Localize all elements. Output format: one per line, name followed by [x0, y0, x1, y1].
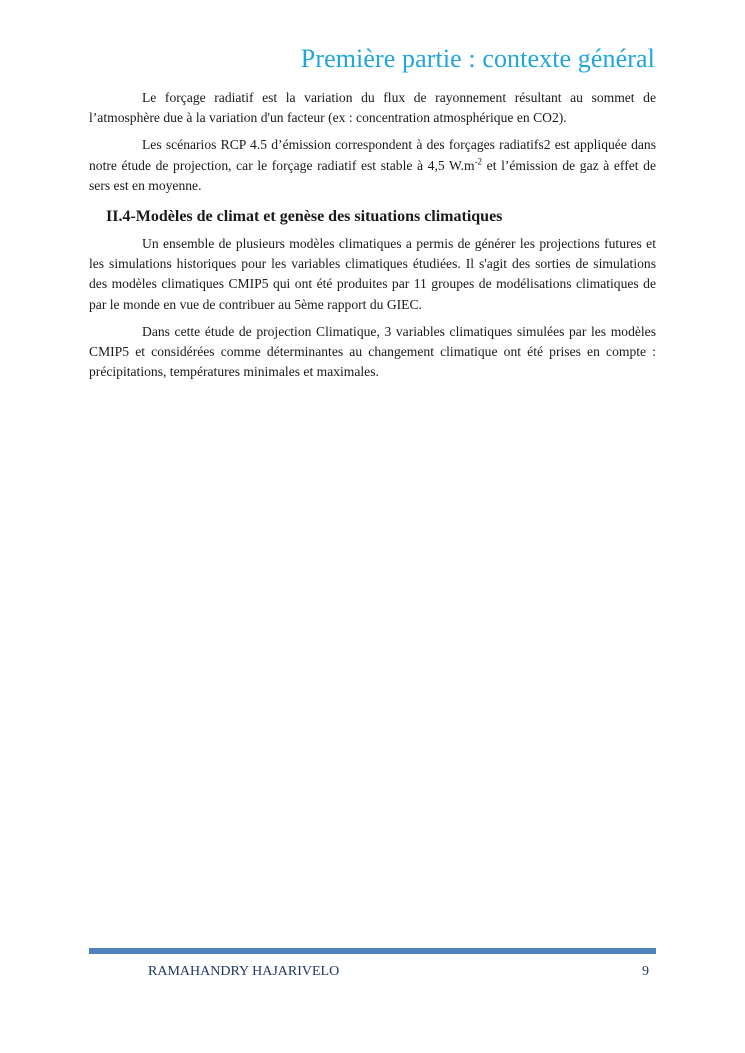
footer-author: RAMAHANDRY HAJARIVELO [148, 964, 340, 979]
page-header-title: Première partie : contexte général [300, 44, 655, 73]
paragraph-rcp-text-start: Les scénarios RCP 4.5 d’émission correspondent à des forçages radiatifs2 est appliquée dans notre étude de projection, car le forçage radiatif est stable à 4,5 W.m [89, 137, 656, 173]
section-heading: II.4-Modèles de climat et genèse des situations climatiques [106, 208, 503, 226]
paragraph-climate-variables: Dans cette étude de projection Climatique, 3 variables climatiques simulées par les modèles CMIP5 et considérées comme déterminantes au changement climatique ont été prises en compte : précipitations, températures minimales et maximales. [89, 323, 656, 380]
document-body [89, 88, 656, 389]
unit-exponent: -2 [474, 156, 483, 167]
paragraph-climate-models: Un ensemble de plusieurs modèles climatiques a permis de générer les projections futures et les simulations historiques pour les variables climatiques étudiées. Il s'agit des sorties de simulations des modèles climatiques CMIP5 qui ont été produites par 11 groupes de modélisations climatiques de par le monde en vue de contribuer au 5ème rapport du GIEC. [89, 236, 656, 312]
paragraph-rcp-text-end: et l’émission de gaz à effet de sers est en moyenne. [89, 157, 656, 193]
footer-divider [89, 948, 656, 954]
page-number: 9 [642, 964, 649, 979]
paragraph-rcp-scenarios [89, 135, 656, 196]
paragraph-radiative-forcing: Le forçage radiatif est la variation du flux de rayonnement résultant au sommet de l’atmosphère due à la variation d'un facteur (ex : concentration atmosphérique en CO2). [89, 90, 656, 126]
